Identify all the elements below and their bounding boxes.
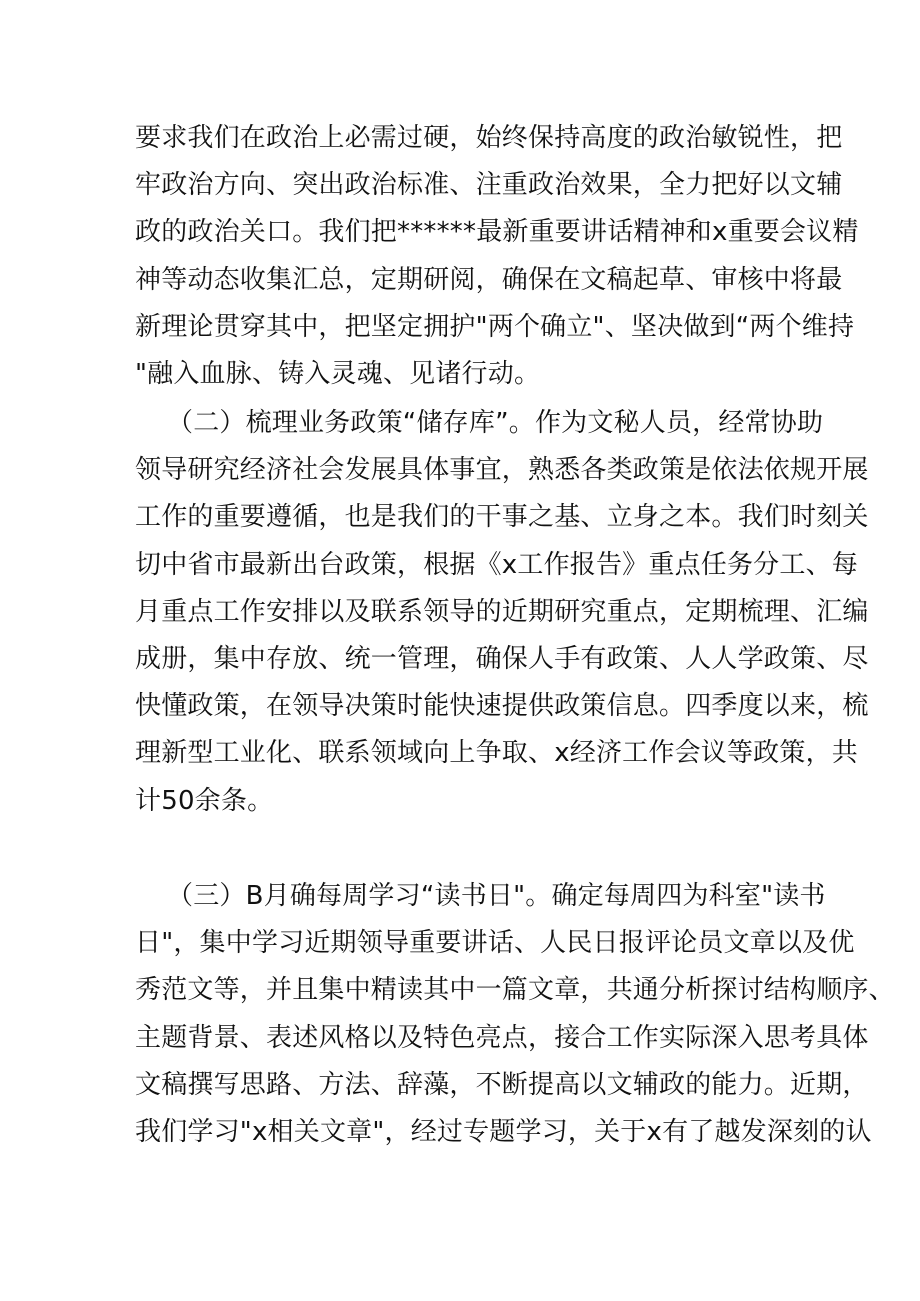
text-line: 新理论贯穿其中，把坚定拥护"两个确立"、坚决做到“两个维持 <box>135 311 855 342</box>
paragraph-weekly-reading-day <box>135 873 895 1156</box>
text-line: 快懂政策，在领导决策时能快速提供政策信息。四季度以来，梳 <box>135 691 869 722</box>
text-line: 成册，集中存放、统一管理，确保人手有政策、人人学政策、尽 <box>135 643 869 674</box>
paragraph-policy-repository <box>135 400 869 825</box>
text-line: 月重点工作安排以及联系领导的近期研究重点，定期梳理、汇编 <box>135 596 869 627</box>
text-line: 计50余条。 <box>135 785 274 816</box>
text-line: 理新型工业化、联系领域向上争取、x经济工作会议等政策，共 <box>135 738 858 769</box>
text-line: 领导研究经济社会发展具体事宜，熟悉各类政策是依法依规开展 <box>135 455 869 486</box>
text-line: 日"，集中学习近期领导重要讲话、人民日报评论员文章以及优 <box>135 928 855 959</box>
text-line: 切中省市最新出台政策，根据《x工作报告》重点任务分工、每 <box>135 549 858 580</box>
text-line: 我们学习"x相关文章"，经过专题学习，关于x有了越发深刻的认 <box>135 1116 872 1147</box>
text-line: 工作的重要遵循，也是我们的干事之基、立身之本。我们时刻关 <box>135 502 869 533</box>
paragraph-political-requirements <box>135 115 859 398</box>
text-line: （三）B月确每周学习“读书日"。确定每周四为科室"读书 <box>167 881 826 911</box>
text-line: "融入血脉、铸入灵魂、见诸行动。 <box>135 358 541 389</box>
text-line: （二）梳理业务政策“储存库”。作为文秘人员，经常协助 <box>167 408 824 438</box>
text-line: 神等动态收集汇总，定期研阅，确保在文稿起草、审核中将最 <box>135 264 843 295</box>
text-line: 主题背景、表述风格以及特色亮点，接合工作实际深入思考具体 <box>135 1022 869 1053</box>
text-line: 文稿撰写思路、方法、辞藻，不断提高以文辅政的能力。近期， <box>135 1069 869 1100</box>
text-line: 政的政治关口。我们把******最新重要讲话精神和x重要会议精 <box>135 217 859 248</box>
text-line: 秀范文等，并且集中精读其中一篇文章，共通分析探讨结构顺序、 <box>135 975 895 1006</box>
text-line: 要求我们在政治上必需过硬，始终保持高度的政治敏锐性，把 <box>135 123 843 153</box>
text-line: 牢政治方向、突出政治标准、注重政治效果，全力把好以文辅 <box>135 170 843 201</box>
